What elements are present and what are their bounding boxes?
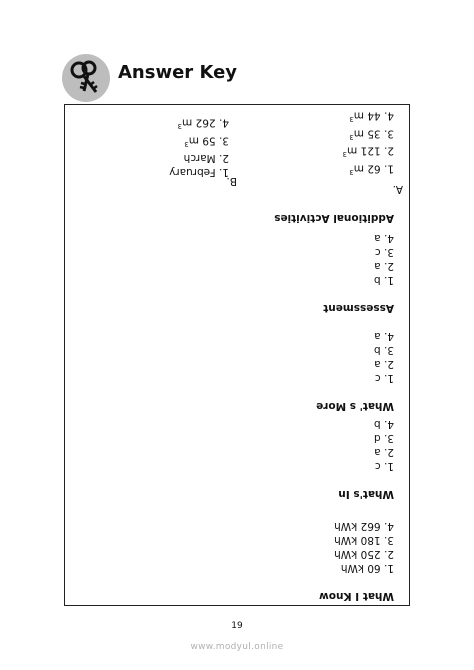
part-a-list [343, 109, 394, 179]
page-title: Answer Key [118, 62, 238, 83]
answer-key-box [64, 104, 410, 606]
superscript: 3 [349, 115, 354, 124]
list-item: 4. 662 kWh [334, 520, 394, 532]
list-item: 1. February [169, 166, 229, 178]
watermark: www.modyul.online [190, 642, 284, 652]
page-number: 19 [231, 621, 243, 631]
superscript: 3 [349, 133, 354, 141]
superscript: 3 [177, 122, 183, 131]
part-b-list [169, 116, 229, 179]
list-item: 2. March [183, 152, 229, 164]
list-item: 4. a [374, 330, 394, 342]
list-item: 2. a [374, 446, 394, 458]
list-item: 3. 180 kWh [334, 534, 394, 546]
list-item: 1. 60 kWh [340, 562, 394, 574]
section-assessment [323, 231, 394, 315]
superscript: 3 [349, 168, 354, 176]
section-title: Assessment [323, 302, 394, 314]
section-title: Additional Activities [274, 212, 394, 224]
part-a-label: A. [392, 183, 403, 195]
list-item: 1. b [373, 274, 394, 286]
section-title: What's In [338, 488, 394, 500]
list-item: 3. b [373, 344, 394, 356]
list-item: 3. c [374, 246, 394, 258]
list-item: 2. a [374, 260, 394, 272]
list-item: 1. 62 $m^3$ [349, 162, 394, 176]
list-item: 1. c [374, 372, 394, 384]
section-whats-more [316, 329, 394, 413]
section-additional-activities [274, 197, 394, 225]
superscript: 3 [184, 140, 189, 148]
section-title: What I Know [319, 590, 394, 602]
list-item: 4. 44 $m^3$ [349, 110, 394, 124]
list-item: 3. d [373, 432, 394, 444]
list-item: 3. 35 $m^3$ [349, 127, 394, 141]
list-item: 2. a [374, 358, 394, 370]
list-item: 1. c [374, 460, 394, 472]
superscript: 3 [342, 150, 348, 159]
list-item: 2. 250 kWh [334, 548, 394, 560]
list-item: 2. 121 $m^3$ [342, 145, 394, 159]
rotated-content [65, 105, 409, 605]
section-title: What' s More [316, 400, 394, 412]
section-what-i-know [319, 519, 394, 603]
section-whats-in [338, 417, 394, 501]
list-item: 4. b [373, 418, 394, 430]
list-item: 3. 59 $m^3$ [184, 134, 229, 148]
keys-icon [62, 54, 110, 102]
part-b-label: B. [226, 175, 237, 187]
list-item: 4. 262 $m^3$ [177, 117, 229, 131]
list-item: 4. a [374, 232, 394, 244]
